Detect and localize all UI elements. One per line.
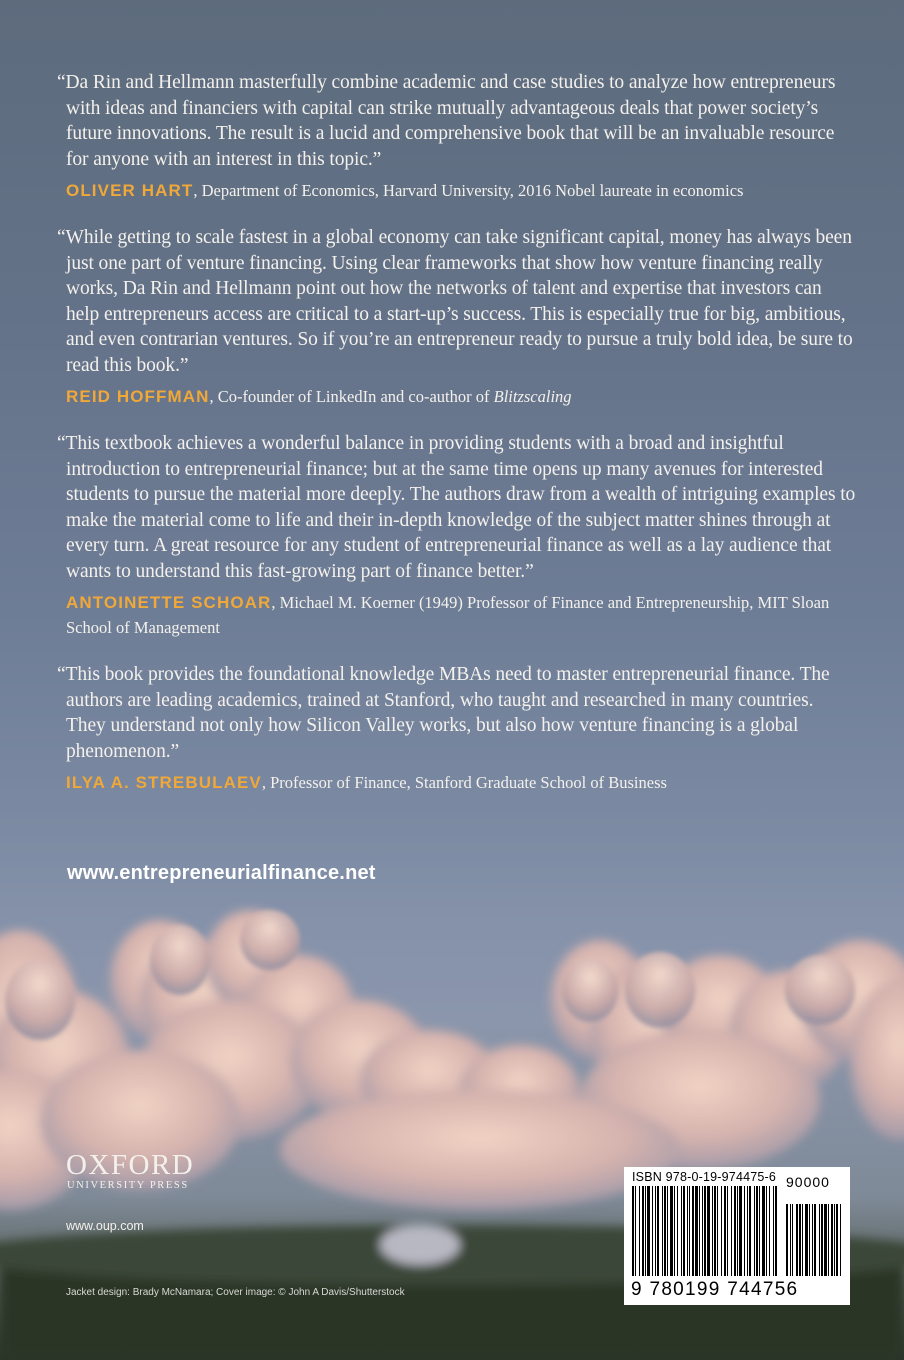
barcode-bar	[724, 1186, 726, 1276]
barcode-bar	[739, 1186, 742, 1276]
price-barcode-bar	[824, 1204, 827, 1276]
barcode-bar	[727, 1186, 728, 1276]
barcode-bar	[769, 1186, 770, 1276]
barcode-bar	[639, 1186, 640, 1276]
price-barcode-bar	[840, 1204, 841, 1276]
barcode-bar	[721, 1186, 722, 1276]
barcode-bar	[695, 1186, 698, 1276]
price-barcode-bar	[796, 1204, 798, 1276]
endorser-affiliation: , Professor of Finance, Stanford Graduate School of Business	[261, 773, 667, 792]
barcode-bar	[747, 1186, 748, 1276]
barcode-bar	[664, 1186, 666, 1276]
barcode-bar	[744, 1186, 745, 1276]
barcode-bar	[635, 1186, 636, 1276]
quote-text: “While getting to scale fastest in a global economy can take significant capital, money has always been just one part of venture financing. Using clear frameworks that show how venture financing really works, Da Rin and Hellmann point out how the networks of talent and expertise that investors can help entrepreneurs access are critical to a start-up’s success. This is especially true for big, ambitious, and even contrarian ventures. So if you’re an entrepreneur ready to pursue a truly bold idea, be sure to read this book.”	[57, 227, 853, 376]
barcode-bar	[704, 1186, 706, 1276]
barcode-bar	[645, 1186, 646, 1276]
publisher-logo	[66, 1150, 194, 1191]
barcode-bar	[683, 1186, 685, 1276]
isbn-label: ISBN 978-0-19-974475-6	[632, 1170, 777, 1184]
price-barcode-bar	[821, 1204, 823, 1276]
endorser-name: REID HOFFMAN	[66, 387, 210, 406]
barcode-bar	[707, 1186, 710, 1276]
endorsement-hoffman	[57, 225, 856, 409]
barcode-bar	[657, 1186, 659, 1276]
book-website-link[interactable]: www.entrepreneurialfinance.net	[67, 862, 376, 884]
publisher-website-link[interactable]: www.oup.com	[66, 1219, 144, 1233]
barcode-bar	[642, 1186, 644, 1276]
barcode-bar	[714, 1186, 716, 1276]
price-barcode-bar	[812, 1204, 813, 1276]
barcode-bar	[632, 1186, 634, 1276]
endorsements	[57, 70, 856, 817]
barcode-bar	[717, 1186, 718, 1276]
barcode-bar	[681, 1186, 682, 1276]
barcode-bar	[687, 1186, 688, 1276]
endorser-name: ANTOINETTE SCHOAR	[66, 593, 272, 612]
price-code: 90000	[786, 1174, 830, 1190]
barcode-bar	[731, 1186, 732, 1276]
price-barcode-bar	[828, 1204, 829, 1276]
price-barcode-bar	[805, 1204, 808, 1276]
barcode-bar	[749, 1186, 751, 1276]
barcode-bar	[756, 1186, 758, 1276]
price-barcode-bar	[836, 1204, 838, 1276]
barcode-bar	[662, 1186, 663, 1276]
attribution	[66, 384, 856, 409]
price-barcode-bar	[799, 1204, 801, 1276]
barcode-bar	[775, 1186, 777, 1276]
barcode-bars	[630, 1186, 844, 1282]
book-title: Blitzscaling	[493, 387, 572, 406]
barcode-bar	[677, 1186, 678, 1276]
publisher-subtitle: UNIVERSITY PRESS	[67, 1180, 189, 1191]
price-barcode-bar	[792, 1204, 793, 1276]
attribution	[66, 590, 856, 640]
jacket-credits: Jacket design: Brady McNamara; Cover image: © John A Davis/Shutterstock	[66, 1287, 405, 1298]
price-barcode-bar	[802, 1204, 803, 1276]
isbn-barcode	[624, 1167, 850, 1305]
attribution	[66, 770, 856, 795]
ean-digits: 9 780199 744756	[631, 1279, 799, 1300]
price-barcode-bar	[786, 1204, 788, 1276]
barcode-bar	[652, 1186, 653, 1276]
quote-text: “This textbook achieves a wonderful balance in providing students with a broad and insightful introduction to entrepreneurial finance; but at the same time opens up many avenues for interested students to pursue the material more deeply. The authors draw from a wealth of intriguing examples to make the material come to life and their in-depth knowledge of the subject matter shines through at every turn. A great resource for any student of entrepreneurial finance as well as a lay audience that wants to understand this fast-growing part of finance better.”	[57, 433, 856, 582]
price-barcode-bar	[814, 1204, 816, 1276]
barcode-bar	[759, 1186, 760, 1276]
price-barcode-bar	[790, 1204, 791, 1276]
price-barcode-bar	[831, 1204, 833, 1276]
barcode-bar	[692, 1186, 694, 1276]
barcode-bar	[674, 1186, 675, 1276]
barcode-bar	[655, 1186, 656, 1276]
endorser-name: OLIVER HART	[66, 181, 194, 200]
endorsement-hart	[57, 70, 856, 203]
quote-text: “Da Rin and Hellmann masterfully combine academic and case studies to analyze how entrepreneurs with ideas and financiers with capital can strike mutually advantageous deals that power society’s future innovations. The result is a lucid and comprehensive book that will be an invaluable resource for anyone with an interest in this topic.”	[57, 72, 836, 170]
publisher-name: OXFORD	[66, 1149, 195, 1181]
price-barcode-bar	[819, 1204, 820, 1276]
endorser-affiliation: , Department of Economics, Harvard University, 2016 Nobel laureate in economics	[193, 181, 744, 200]
barcode-bar	[762, 1186, 765, 1276]
endorser-affiliation: , Michael M. Koerner (1949) Professor of Finance and Entrepreneurship, MIT Sloan School of Management	[66, 593, 830, 637]
barcode-bar	[702, 1186, 703, 1276]
quote-text: “This book provides the foundational knowledge MBAs need to master entrepreneurial finance. The authors are leading academics, trained at Stanford, who taught and researched in many countries. They understand not only how Silicon Valley works, but also how venture financing is a global phenomenon.”	[57, 664, 830, 762]
barcode-bar	[754, 1186, 755, 1276]
price-barcode-bar	[834, 1204, 835, 1276]
attribution	[66, 178, 856, 203]
barcode-bar	[689, 1186, 690, 1276]
barcode-bar	[699, 1186, 700, 1276]
barcode-bar	[734, 1186, 736, 1276]
barcode-bar	[670, 1186, 673, 1276]
barcode-bar	[737, 1186, 738, 1276]
price-barcode-bar	[809, 1204, 810, 1276]
endorsement-schoar	[57, 431, 856, 640]
endorser-affiliation: , Co-founder of LinkedIn and co-author of	[209, 387, 494, 406]
barcode-bar	[773, 1186, 774, 1276]
endorser-name: ILYA A. STREBULAEV	[66, 773, 262, 792]
endorsement-strebulaev	[57, 662, 856, 795]
barcode-bar	[647, 1186, 650, 1276]
barcode-bar	[667, 1186, 668, 1276]
barcode-bar	[766, 1186, 767, 1276]
barcode-bar	[712, 1186, 713, 1276]
